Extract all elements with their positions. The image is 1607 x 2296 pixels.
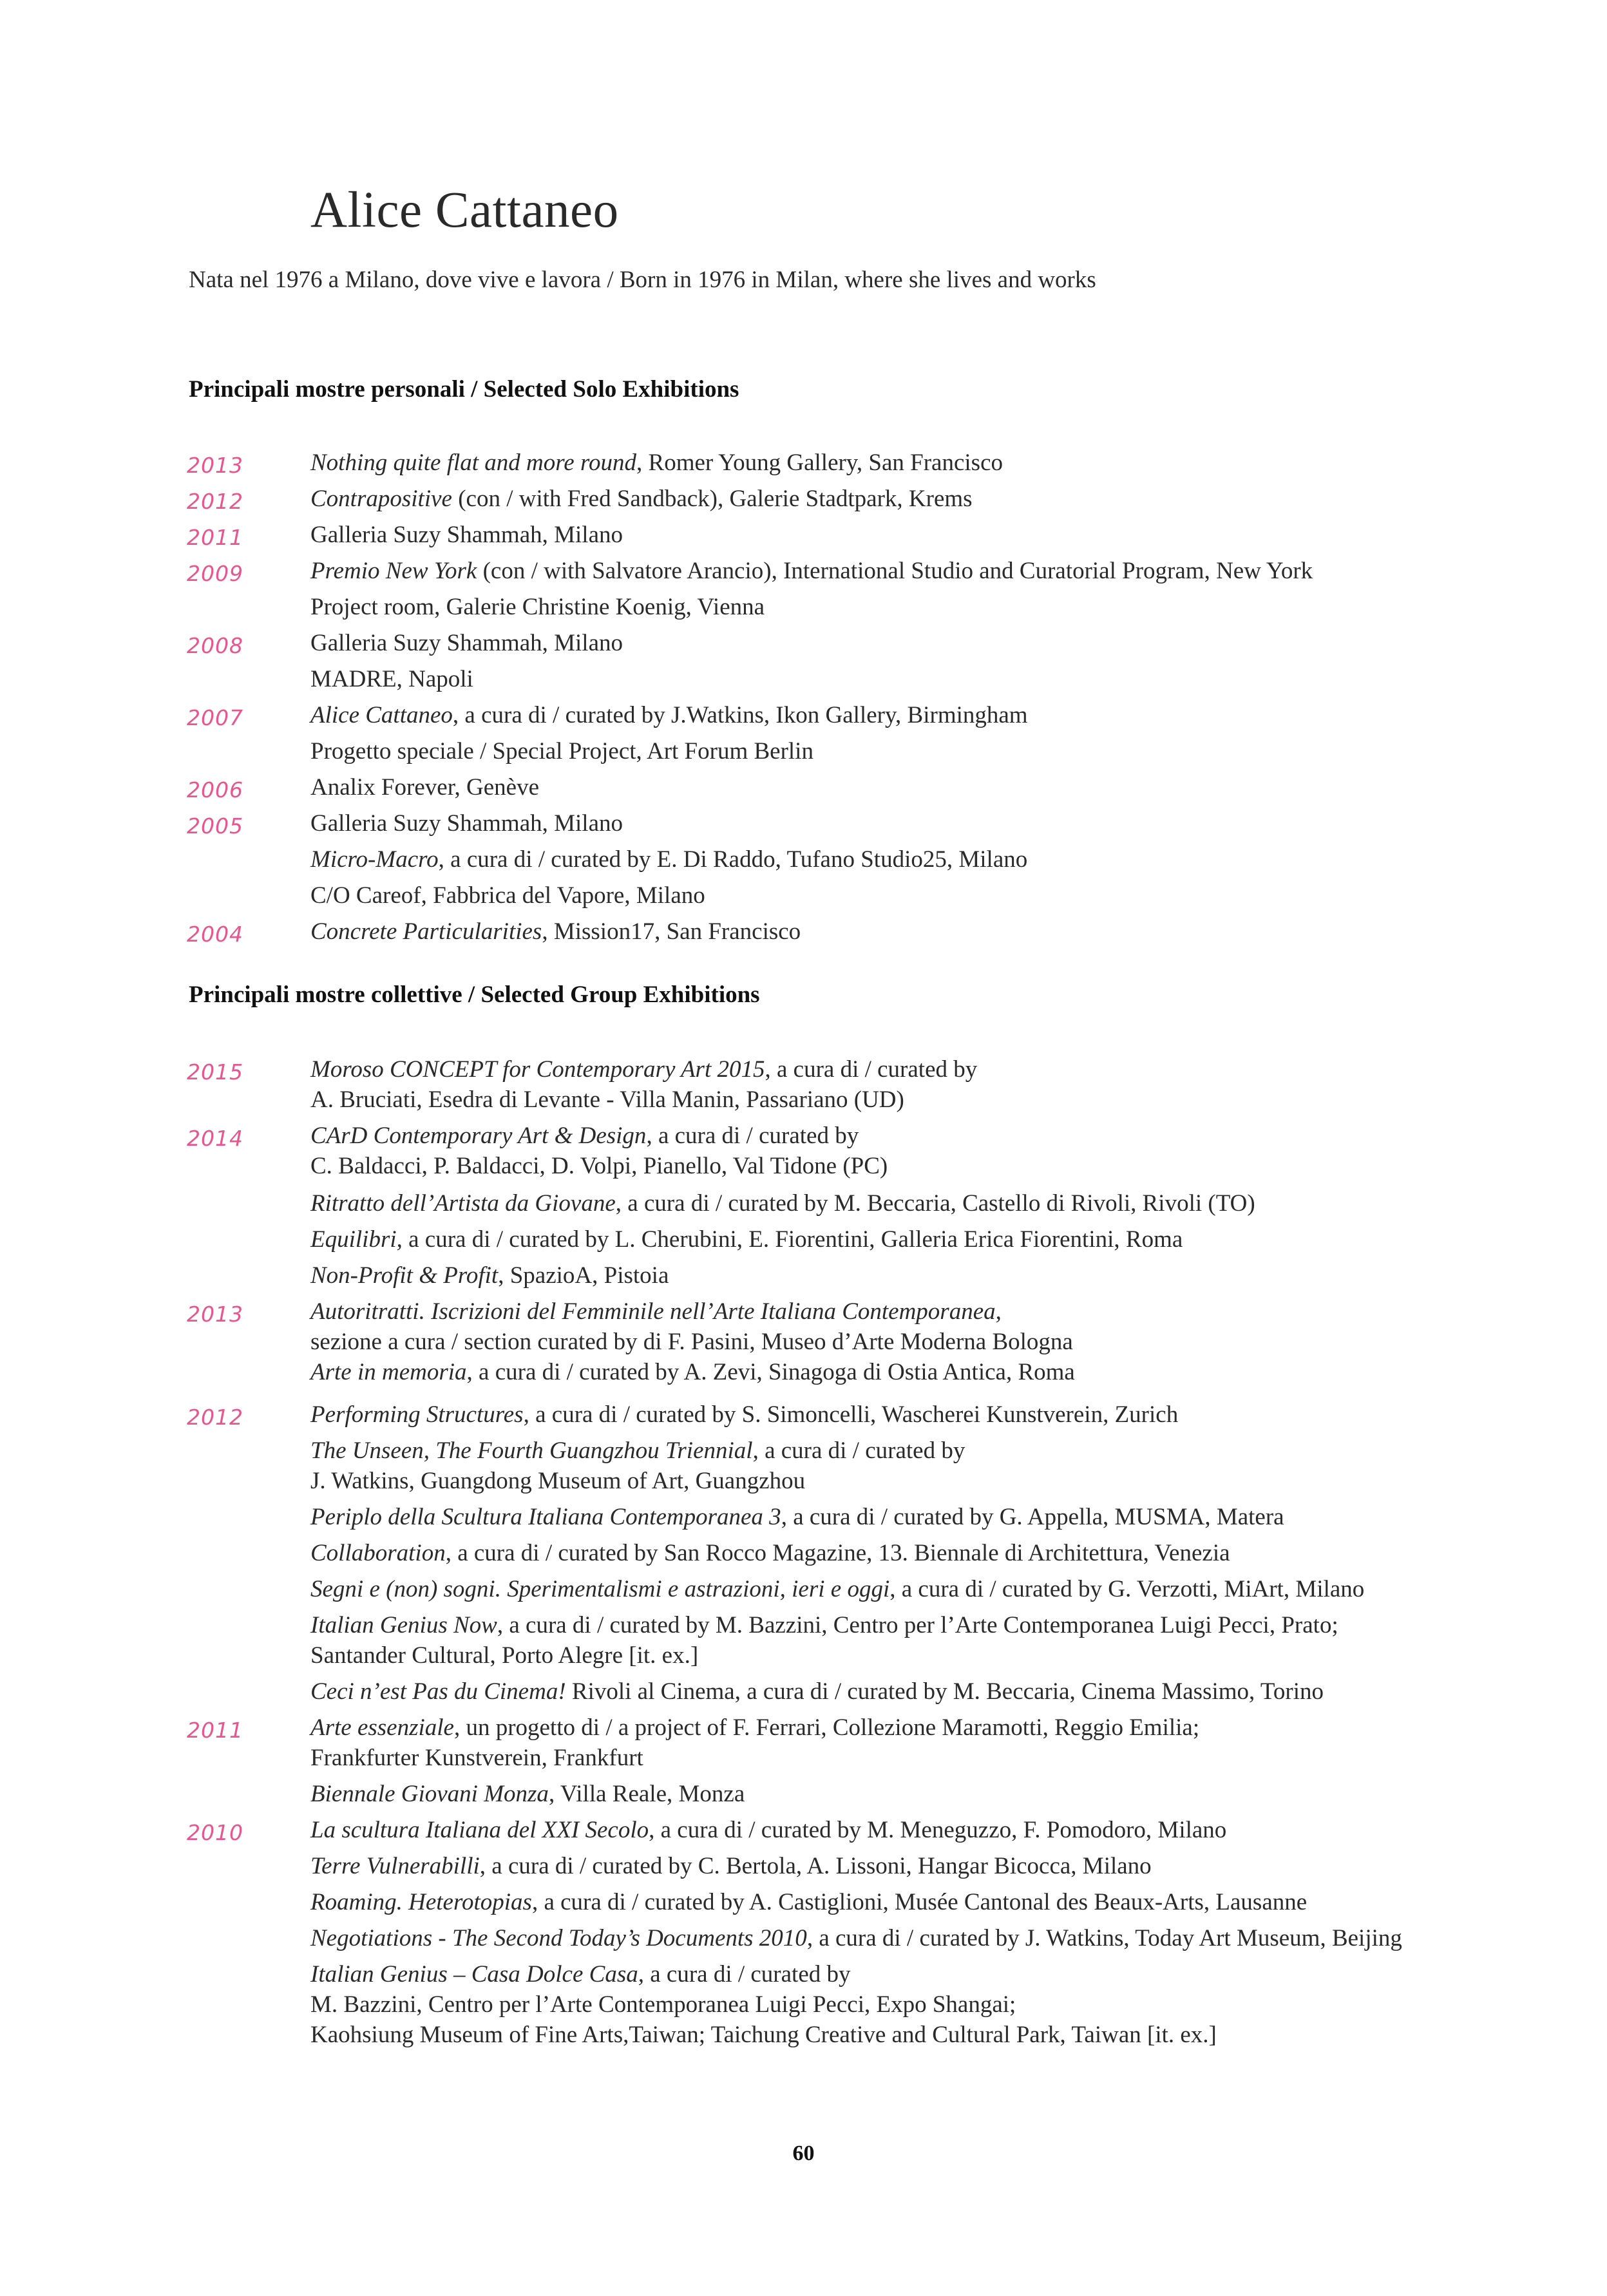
exhibition-title: Italian Genius – Casa Dolce Casa, xyxy=(310,1961,644,1988)
exhibition-entry xyxy=(310,1610,1534,1671)
exhibition-year: 2012 xyxy=(187,1405,243,1430)
exhibition-details: Frankfurter Kunstverein, Frankfurt xyxy=(310,1745,643,1771)
exhibition-title: Performing Structures xyxy=(310,1401,524,1428)
exhibition-line xyxy=(310,592,1534,622)
exhibition-title: Negotiations - The Second Today’s Documents 2010 xyxy=(310,1925,807,1951)
exhibition-year: 2013 xyxy=(187,1302,243,1327)
exhibition-details: , a cura di / curated by M. Beccaria, Castello di Rivoli, Rivoli (TO) xyxy=(615,1190,1255,1217)
exhibition-entry xyxy=(187,448,1534,478)
exhibition-details: A. Bruciati, Esedra di Levante - Villa Manin, Passariano (UD) xyxy=(310,1086,904,1113)
exhibition-title: Contrapositive xyxy=(310,486,452,512)
exhibition-entry xyxy=(310,1260,1534,1291)
exhibition-entry xyxy=(187,484,1534,514)
exhibition-year: 2009 xyxy=(187,561,243,586)
exhibition-details: , a cura di / curated by A. Zevi, Sinagoga di Ostia Antica, Roma xyxy=(466,1359,1075,1385)
exhibition-line xyxy=(310,1188,1534,1219)
exhibition-line xyxy=(310,448,1534,478)
exhibition-line xyxy=(310,1054,1534,1085)
exhibition-entry xyxy=(187,1054,1534,1115)
exhibition-line xyxy=(310,1151,1534,1181)
exhibition-title: Nothing quite flat and more round xyxy=(310,450,637,476)
exhibition-title: Ritratto dell’Artista da Giovane xyxy=(310,1190,616,1217)
exhibition-details: , a cura di / curated by G. Appella, MUSMA, Matera xyxy=(781,1504,1284,1530)
exhibition-line xyxy=(310,628,1534,658)
exhibition-entry xyxy=(187,1713,1534,1773)
exhibition-line xyxy=(310,1989,1534,2020)
exhibition-line xyxy=(310,1260,1534,1291)
exhibition-details: , Romer Young Gallery, San Francisco xyxy=(636,450,1003,476)
exhibition-details: , a cura di / curated by E. Di Raddo, Tufano Studio25, Milano xyxy=(438,846,1028,873)
exhibition-entry xyxy=(310,1676,1534,1707)
exhibition-details: , a cura di / curated by C. Bertola, A. Lissoni, Hangar Bicocca, Milano xyxy=(479,1853,1152,1879)
exhibition-line xyxy=(310,700,1534,730)
exhibition-details: , un progetto di / a project of F. Ferrari, Collezione Maramotti, Reggio Emilia; xyxy=(453,1714,1200,1741)
exhibition-year: 2013 xyxy=(187,453,243,478)
exhibition-details: a cura di / curated by xyxy=(643,1961,851,1988)
exhibition-year: 2008 xyxy=(187,633,243,658)
exhibition-line xyxy=(310,1296,1534,1327)
exhibition-line xyxy=(310,664,1534,694)
exhibition-details: , a cura di / curated by J. Watkins, Today Art Museum, Beijing xyxy=(806,1925,1402,1951)
exhibition-title: Equilibri, xyxy=(310,1226,403,1253)
exhibition-line xyxy=(310,1436,1534,1466)
exhibition-details: , SpazioA, Pistoia xyxy=(498,1262,669,1289)
exhibition-title: Arte in memoria xyxy=(310,1359,467,1385)
exhibition-title: Premio New York xyxy=(310,558,477,584)
exhibition-title: Periplo della Scultura Italiana Contemporanea 3 xyxy=(310,1504,781,1530)
exhibition-year: 2004 xyxy=(187,922,243,947)
exhibition-entry xyxy=(310,1436,1534,1496)
exhibition-details: Progetto speciale / Special Project, Art Forum Berlin xyxy=(310,738,813,764)
exhibition-title: Roaming. Heterotopias xyxy=(310,1889,532,1915)
exhibition-details: Analix Forever, Genève xyxy=(310,774,540,801)
exhibition-entry xyxy=(187,1399,1534,1430)
exhibition-entry xyxy=(310,664,1534,694)
exhibition-details: J. Watkins, Guangdong Museum of Art, Guangzhou xyxy=(310,1468,806,1494)
exhibition-details: , Villa Reale, Monza xyxy=(548,1781,745,1807)
exhibition-details: , a cura di / curated by G. Verzotti, MiArt, Milano xyxy=(889,1576,1365,1602)
exhibition-entry xyxy=(187,556,1534,586)
exhibition-year: 2010 xyxy=(187,1820,243,1845)
exhibition-title: Terre Vulnerabilli xyxy=(310,1853,480,1879)
exhibition-title: Ceci n’est Pas du Cinema! xyxy=(310,1678,566,1705)
exhibition-entry xyxy=(187,916,1534,947)
exhibition-year: 2011 xyxy=(187,525,243,550)
exhibition-year: 2014 xyxy=(187,1126,243,1151)
exhibition-details: , a cura di / curated by M. Bazzini, Centro per l’Arte Contemporanea Luigi Pecci, Prato; xyxy=(497,1612,1338,1638)
exhibition-details: Santander Cultural, Porto Alegre [it. ex.] xyxy=(310,1642,699,1669)
exhibition-details: , Mission17, San Francisco xyxy=(542,918,801,945)
exhibition-details: Kaohsiung Museum of Fine Arts,Taiwan; Taichung Creative and Cultural Park, Taiwan [it. ex.] xyxy=(310,2022,1217,2048)
exhibition-entry xyxy=(310,592,1534,622)
exhibition-entry xyxy=(310,1538,1534,1568)
exhibition-year: 2011 xyxy=(187,1718,243,1743)
exhibition-line xyxy=(310,520,1534,550)
exhibition-details: (con / with Fred Sandback), Galerie Stadtpark, Krems xyxy=(452,486,973,512)
exhibition-year: 2015 xyxy=(187,1059,243,1085)
exhibition-entry xyxy=(187,808,1534,839)
exhibition-line xyxy=(310,1538,1534,1568)
exhibition-details: C. Baldacci, P. Baldacci, D. Volpi, Pianello, Val Tidone (PC) xyxy=(310,1153,888,1179)
exhibition-details: , a cura di / curated by xyxy=(765,1056,978,1083)
exhibition-details: , a cura di / curated by S. Simoncelli, Wascherei Kunstverein, Zurich xyxy=(523,1401,1179,1428)
exhibition-entry xyxy=(187,1296,1534,1387)
exhibition-details: Rivoli al Cinema, a cura di / curated by M. Beccaria, Cinema Massimo, Torino xyxy=(566,1678,1324,1705)
exhibition-line xyxy=(310,1610,1534,1640)
exhibition-title: La scultura Italiana del XXI Secolo xyxy=(310,1817,649,1843)
exhibition-line xyxy=(310,1357,1534,1387)
solo-exhibitions-heading: Principali mostre personali / Selected Solo Exhibitions xyxy=(189,376,739,403)
exhibition-title: Biennale Giovani Monza xyxy=(310,1781,549,1807)
exhibition-line xyxy=(310,1851,1534,1881)
exhibition-year: 2012 xyxy=(187,489,243,514)
exhibition-entry xyxy=(310,1851,1534,1881)
exhibition-line xyxy=(310,880,1534,911)
exhibition-line xyxy=(310,736,1534,766)
exhibition-title: Concrete Particularities xyxy=(310,918,542,945)
exhibition-entry xyxy=(187,1815,1534,1845)
exhibition-entry xyxy=(187,520,1534,550)
exhibition-line xyxy=(310,1779,1534,1809)
exhibition-line xyxy=(310,484,1534,514)
exhibition-line xyxy=(310,808,1534,839)
exhibition-year: 2007 xyxy=(187,705,243,730)
exhibition-title: Segni e (non) sogni. Sperimentalismi e astrazioni, ieri e oggi xyxy=(310,1576,890,1602)
exhibition-title: CArD Contemporary Art & Design xyxy=(310,1123,647,1149)
exhibition-title: The Unseen, The Fourth Guangzhou Triennial xyxy=(310,1437,753,1464)
exhibition-line xyxy=(310,1574,1534,1604)
exhibition-entry xyxy=(310,1574,1534,1604)
page-number: 60 xyxy=(792,2141,815,2165)
exhibition-title: Alice Cattaneo xyxy=(310,702,453,728)
exhibition-year: 2006 xyxy=(187,777,243,802)
exhibition-entry xyxy=(310,1887,1534,1917)
exhibition-title: Micro-Macro xyxy=(310,846,439,873)
exhibition-details: (con / with Salvatore Arancio), International Studio and Curatorial Program, New York xyxy=(477,558,1313,584)
exhibition-line xyxy=(310,1640,1534,1671)
exhibition-entry xyxy=(187,772,1534,802)
exhibition-line xyxy=(310,1399,1534,1430)
exhibition-details: M. Bazzini, Centro per l’Arte Contemporanea Luigi Pecci, Expo Shangai; xyxy=(310,1991,1016,2018)
group-exhibitions-heading: Principali mostre collettive / Selected Group Exhibitions xyxy=(189,982,760,1008)
exhibition-entry xyxy=(310,1959,1534,2050)
exhibition-details: , a cura di / curated by J.Watkins, Ikon Gallery, Birmingham xyxy=(452,702,1028,728)
exhibition-line xyxy=(310,1713,1534,1743)
exhibition-year: 2005 xyxy=(187,813,243,839)
exhibition-line xyxy=(310,916,1534,947)
exhibition-line xyxy=(310,1224,1534,1255)
exhibition-entry xyxy=(310,1502,1534,1532)
exhibition-details: , a cura di / curated by M. Meneguzzo, F. Pomodoro, Milano xyxy=(649,1817,1227,1843)
exhibition-line xyxy=(310,1743,1534,1773)
exhibition-line xyxy=(310,1815,1534,1845)
exhibition-entry xyxy=(187,1121,1534,1181)
exhibition-line xyxy=(310,556,1534,586)
exhibition-entry xyxy=(310,880,1534,911)
exhibition-entry xyxy=(310,1188,1534,1219)
exhibition-title: Moroso CONCEPT for Contemporary Art 2015 xyxy=(310,1056,765,1083)
exhibition-title: Arte essenziale xyxy=(310,1714,454,1741)
exhibition-entry xyxy=(187,628,1534,658)
exhibition-details: , a cura di / curated by xyxy=(752,1437,965,1464)
exhibition-details: , a cura di / curated by San Rocco Magazine, 13. Biennale di Architettura, Venezia xyxy=(445,1540,1230,1566)
exhibition-entry xyxy=(310,1779,1534,1809)
exhibition-line xyxy=(310,1085,1534,1115)
exhibition-line xyxy=(310,844,1534,875)
artist-bio: Nata nel 1976 a Milano, dove vive e lavora / Born in 1976 in Milan, where she lives and works xyxy=(189,267,1096,293)
exhibition-details: Galleria Suzy Shammah, Milano xyxy=(310,810,623,837)
exhibition-line xyxy=(310,1466,1534,1496)
exhibition-line xyxy=(310,1923,1534,1953)
exhibition-details: Galleria Suzy Shammah, Milano xyxy=(310,630,623,656)
exhibition-details: , a cura di / curated by A. Castiglioni, Musée Cantonal des Beaux-Arts, Lausanne xyxy=(531,1889,1307,1915)
exhibition-entry xyxy=(310,736,1534,766)
exhibition-entry xyxy=(310,1923,1534,1953)
exhibition-details: , a cura di / curated by xyxy=(646,1123,859,1149)
exhibition-line xyxy=(310,1502,1534,1532)
exhibition-title: Non-Profit & Profit xyxy=(310,1262,499,1289)
exhibition-details: Project room, Galerie Christine Koenig, Vienna xyxy=(310,594,765,620)
exhibition-details: a cura di / curated by L. Cherubini, E. Fiorentini, Galleria Erica Fiorentini, Roma xyxy=(402,1226,1183,1253)
exhibition-details: MADRE, Napoli xyxy=(310,666,473,692)
exhibition-entry xyxy=(310,1224,1534,1255)
exhibition-details: sezione a cura / section curated by di F. Pasini, Museo d’Arte Moderna Bologna xyxy=(310,1329,1073,1355)
exhibition-line xyxy=(310,772,1534,802)
exhibition-line xyxy=(310,1327,1534,1357)
artist-name: Alice Cattaneo xyxy=(310,182,619,238)
exhibition-line xyxy=(310,1959,1534,1989)
exhibition-details: Galleria Suzy Shammah, Milano xyxy=(310,522,623,548)
exhibition-line xyxy=(310,1887,1534,1917)
exhibition-line xyxy=(310,1121,1534,1151)
exhibition-title: Collaboration xyxy=(310,1540,446,1566)
exhibition-title: Italian Genius Now xyxy=(310,1612,497,1638)
exhibition-entry xyxy=(187,700,1534,730)
exhibition-line xyxy=(310,1676,1534,1707)
exhibition-entry xyxy=(310,844,1534,875)
exhibition-title: Autoritratti. Iscrizioni del Femminile nell’Arte Italiana Contemporanea, xyxy=(310,1298,1002,1325)
exhibition-line xyxy=(310,2020,1534,2050)
exhibition-details: C/O Careof, Fabbrica del Vapore, Milano xyxy=(310,882,705,909)
